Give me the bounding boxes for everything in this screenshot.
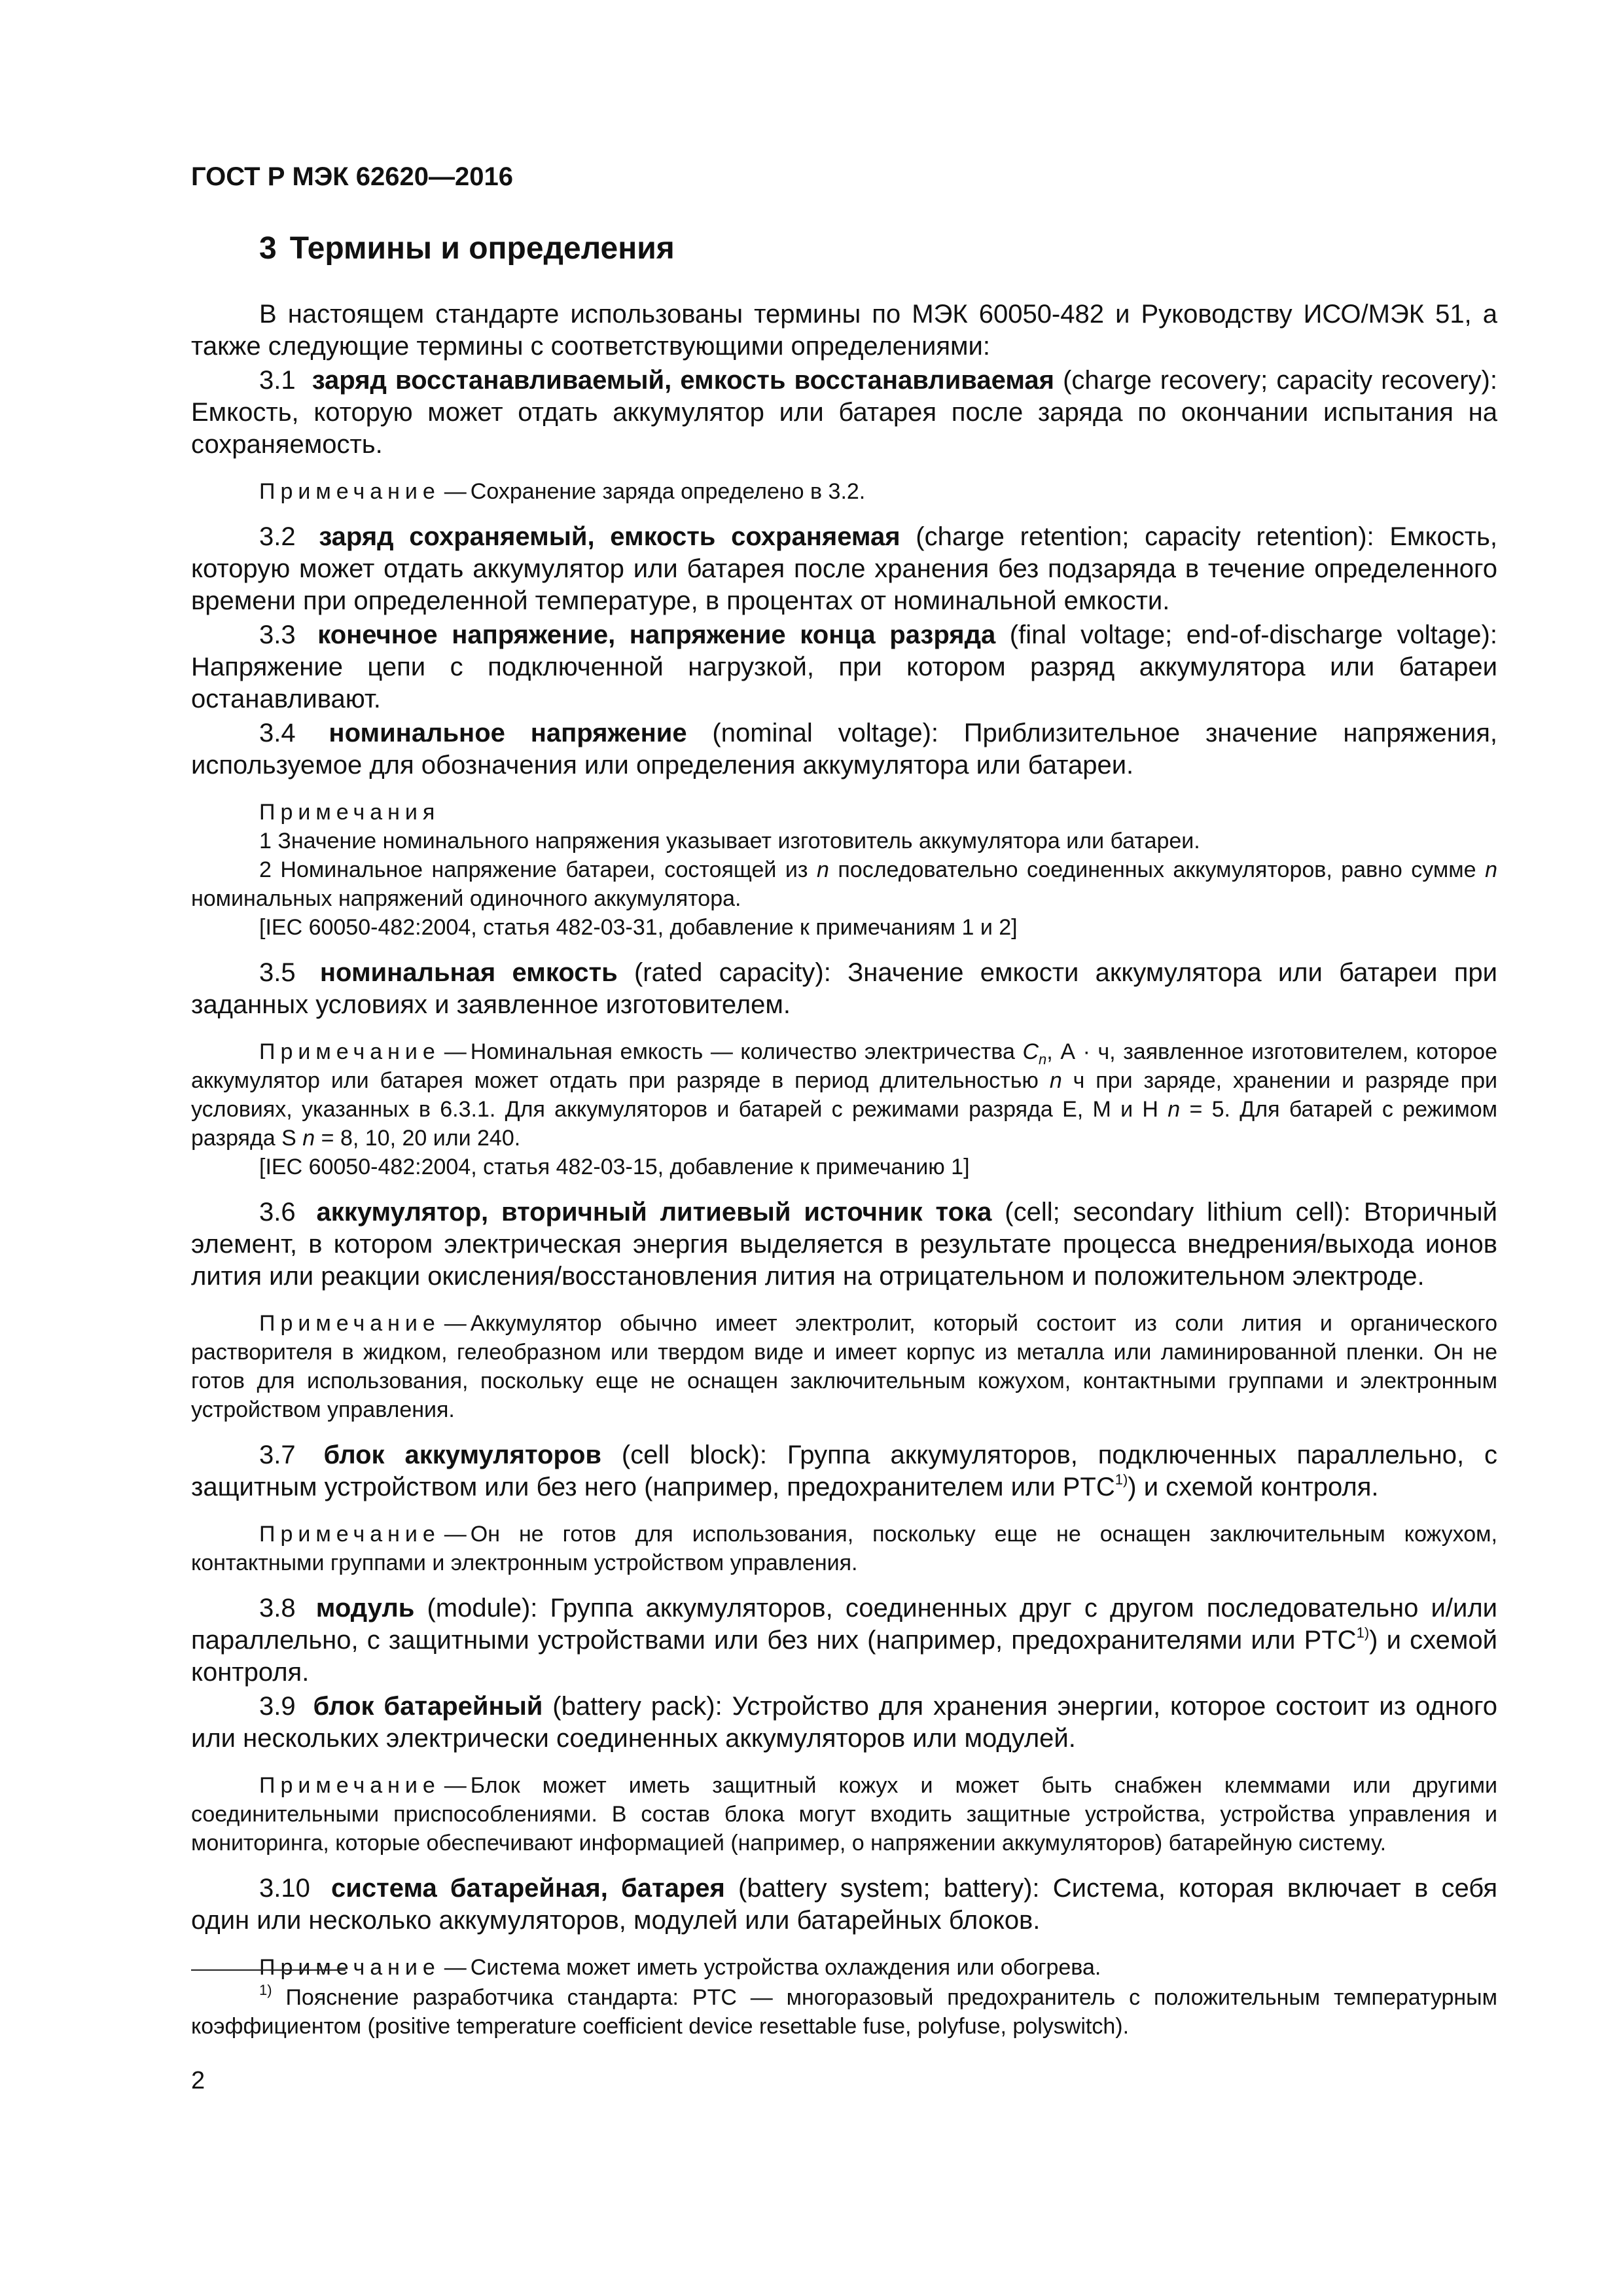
section-title: Термины и определения xyxy=(289,231,675,266)
term-name: заряд сохраняемый, емкость сохраняемая xyxy=(319,522,901,551)
note-block xyxy=(191,1520,1497,1577)
term-number: 3.4 xyxy=(259,719,296,747)
term-name: модуль xyxy=(315,1594,415,1623)
note: Примечание — Блок может иметь защитный кожух и может быть снабжен клеммами или другими соединительными приспособлениями. В состав блока могут входить защитные устройства, устройства управления и мониторинга, которые обеспечивают информацией (например, о напряжении аккумуляторов) батарейную систему. xyxy=(191,1773,1497,1856)
source-reference: [IEC 60050-482:2004, статья 482-03-31, добавление к примечаниям 1 и 2] xyxy=(259,915,1018,940)
term-definition: (charge recovery; capacity recovery): Емкость, которую может отдать аккумулятор или батарея после заряда по окончании испытания на сохраняемость. xyxy=(191,366,1497,459)
note-label: Примечание xyxy=(259,1039,440,1064)
intro-paragraph: В настоящем стандарте использованы термины по МЭК 60050-482 и Руководству ИСО/МЭК 51, а также следующие термины с соответствующими определениями: xyxy=(191,300,1497,361)
note-text: Сохранение заряда определено в 3.2. xyxy=(470,479,866,504)
notes-heading xyxy=(191,798,1497,827)
term-name: аккумулятор, вторичный литиевый источник тока xyxy=(316,1198,992,1227)
term-3-3 xyxy=(191,619,1497,715)
note-block xyxy=(191,1037,1497,1181)
note-text: Аккумулятор обычно имеет электролит, который состоит из соли лития и органического растворителя в жидком, гелеобразном или твердом виде и имеет корпус из металла или ламинированной пленки. Он не готов для использования, поскольку еще не оснащен заключительным кожухом, контактными группами и электронным устройством управления. xyxy=(191,1311,1497,1422)
term-number: 3.2 xyxy=(259,522,296,551)
term-number: 3.1 xyxy=(259,366,296,395)
footnote-marker: 1) xyxy=(259,1981,272,1998)
note-block xyxy=(191,1771,1497,1857)
term-number: 3.6 xyxy=(259,1198,296,1227)
term-3-7: 3.7 блок аккумуляторов (cell block): Группа аккумуляторов, подключенных параллельно, с защитным устройством или без него (например, предохранителем или PTC$^{1)}$) и схемой контроля. xyxy=(191,1441,1497,1501)
term-name: блок батарейный xyxy=(313,1692,543,1721)
term-3-2 xyxy=(191,521,1497,617)
note-text: Он не готов для использования, поскольку еще не оснащен заключительным кожухом, контактными группами и электронным устройством управления. xyxy=(191,1522,1497,1575)
page-number: 2 xyxy=(191,2067,205,2094)
term-name: заряд восстанавливаемый, емкость восстанавливаемая xyxy=(312,366,1054,395)
note-label: Примечание xyxy=(259,1955,440,1980)
footnote-ref[interactable]: 1) xyxy=(1115,1471,1128,1488)
note-block xyxy=(191,477,1497,506)
note-text: Система может иметь устройства охлаждения или обогрева. xyxy=(470,1955,1101,1980)
term-3-9 xyxy=(191,1691,1497,1755)
note-1: 1 Значение номинального напряжения указывает изготовитель аккумулятора или батареи. xyxy=(259,829,1200,853)
footnote-text: Пояснение разработчика стандарта: PTC — многоразовый предохранитель с положительным температурным коэффициентом (positive temperature coefficient device resettable fuse, polyfuse, polyswitch). xyxy=(191,1985,1497,2039)
term-definition: (charge retention; capacity retention): Емкость, которую может отдать аккумулятор или батарея после хранения без подзаряда в течение определенного времени при определенной температуре, в процентах от номинальной емкости. xyxy=(191,522,1498,615)
term-3-8: 3.8 модуль (module): Группа аккумуляторов, соединенных друг с другом последовательно и/или параллельно, с защитными устройствами или без них (например, предохранителями или PTC$^{1)}$) и схемой контроля. xyxy=(191,1594,1498,1687)
term-name: номинальная емкость xyxy=(319,958,618,987)
term-number: 3.8 xyxy=(259,1594,296,1623)
term-name: блок аккумуляторов xyxy=(323,1441,601,1469)
note-text: Блок может иметь защитный кожух и может быть снабжен клеммами или другими соединительными приспособлениями. В состав блока могут входить защитные устройства, устройства управления и мониторинга, которые обеспечивают информацией (например, о напряжении аккумуляторов) батарейную систему. xyxy=(191,1773,1497,1856)
note-label: Примечание xyxy=(259,1773,440,1798)
term-definition: (final voltage; end-of-discharge voltage): Напряжение цепи с подключенной нагрузкой, при котором разряд аккумулятора или батареи останавливают. xyxy=(191,620,1497,713)
note-block xyxy=(191,1309,1497,1424)
term-number: 3.3 xyxy=(259,620,296,649)
term-number: 3.10 xyxy=(259,1874,310,1903)
standard-id: ГОСТ Р МЭК 62620—2016 xyxy=(191,162,514,191)
term-number: 3.5 xyxy=(259,958,296,987)
term-name: система батарейная, батарея xyxy=(331,1874,725,1903)
term-definition: (battery system; battery): Система, которая включает в себя один или несколько аккумуляторов, модулей или батарейных блоков. xyxy=(191,1874,1497,1935)
source-reference: [IEC 60050-482:2004, статья 482-03-15, добавление к примечанию 1] xyxy=(259,1155,970,1179)
term-3-1 xyxy=(191,365,1497,461)
term-definition: (battery pack): Устройство для хранения энергии, которое состоит из одного или нескольких электрически соединенных аккумуляторов или модулей. xyxy=(191,1692,1497,1753)
term-definition: (rated capacity): Значение емкости аккумулятора или батареи при заданных условиях и заявленное изготовителем. xyxy=(191,958,1497,1019)
note: Примечание — Система может иметь устройства охлаждения или обогрева. xyxy=(259,1955,1101,1980)
note: Примечание — Аккумулятор обычно имеет электролит, который состоит из соли лития и органического растворителя в жидком, гелеобразном или твердом виде и имеет корпус из металла или ламинированной пленки. Он не готов для использования, поскольку еще не оснащен заключительным кожухом, контактными группами и электронным устройством управления. xyxy=(191,1311,1497,1422)
note-block xyxy=(191,1953,1497,1982)
term-definition: (nominal voltage): Приблизительное значение напряжения, используемое для обозначения или определения аккумулятора или батареи. xyxy=(191,719,1497,780)
section-body xyxy=(191,298,1497,1997)
footnote-ref[interactable]: 1) xyxy=(1356,1624,1370,1641)
term-number: 3.9 xyxy=(259,1692,296,1721)
note: Примечание — Номинальная емкость — количество электричества $C_n$, А · ч, заявленное изготовителем, которое аккумулятор или батарея может отдать при разряде в период длительностью n ч при заряде, хранении и разряде при условиях, указанных в 6.3.1. Для аккумуляторов и батарей с режимами разряда E, M и H n = 5. Для батарей с режимом разряда S n = 8, 10, 20 или 240. xyxy=(191,1039,1498,1151)
notes-label: Примечания xyxy=(259,800,440,825)
note: Примечание — Сохранение заряда определено в 3.2. xyxy=(259,479,866,504)
term-3-6 xyxy=(191,1196,1497,1293)
footnote-divider xyxy=(191,1969,346,1971)
section-number: 3 xyxy=(259,231,277,266)
section-heading xyxy=(259,230,675,266)
note-2: 2 Номинальное напряжение батареи, состоящей из n последовательно соединенных аккумуляторов, равно сумме n номинальных напряжений одиночного аккумулятора. xyxy=(191,857,1498,911)
term-name: номинальное напряжение xyxy=(329,719,687,747)
note-label: Примечание xyxy=(259,479,440,504)
term-3-5 xyxy=(191,957,1497,1021)
notes-block xyxy=(191,798,1497,942)
term-number: 3.7 xyxy=(259,1441,296,1469)
footnote xyxy=(191,1983,1497,2041)
note: Примечание — Он не готов для использования, поскольку еще не оснащен заключительным кожухом, контактными группами и электронным устройством управления. xyxy=(191,1522,1497,1575)
note-label: Примечание xyxy=(259,1311,440,1336)
term-3-10 xyxy=(191,1873,1497,1937)
term-name: конечное напряжение, напряжение конца разряда xyxy=(317,620,996,649)
note-label: Примечание xyxy=(259,1522,440,1547)
term-3-4 xyxy=(191,717,1497,781)
term-definition: (cell; secondary lithium cell): Вторичный элемент, в котором электрическая энергия выделяется в результате процесса внедрения/выхода ионов лития или реакции окисления/восстановления лития на отрицательном и положительном электроде. xyxy=(191,1198,1498,1291)
